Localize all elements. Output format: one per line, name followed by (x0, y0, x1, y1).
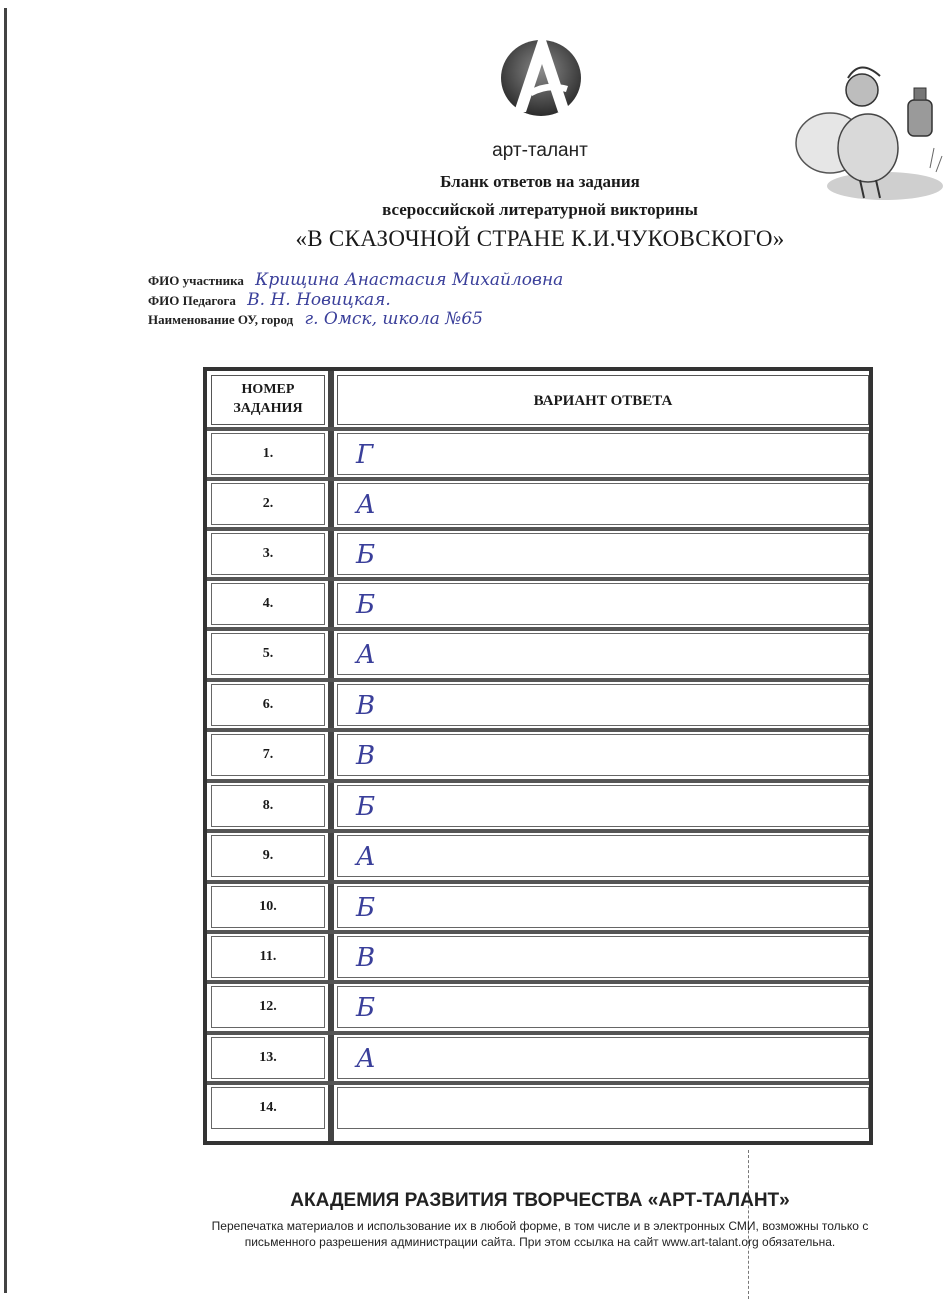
answer-cell[interactable] (337, 835, 869, 877)
answers-table (203, 367, 873, 1145)
task-number: 11. (211, 936, 325, 978)
answer-cell[interactable] (337, 986, 869, 1028)
task-number: 1. (211, 433, 325, 475)
header-answer: ВАРИАНТ ОТВЕТА (337, 375, 869, 425)
scan-edge (4, 8, 7, 1293)
answer-cell[interactable] (337, 936, 869, 978)
participant-value[interactable]: Крищина Анастасия Михайловна (255, 270, 564, 290)
answer-cell[interactable] (337, 433, 869, 475)
answer-value: Б (356, 792, 376, 822)
task-number: 4. (211, 583, 325, 625)
answer-value: Г (356, 440, 374, 470)
task-number: 7. (211, 734, 325, 776)
footer-notice-line2: письменного разрешения администрации сайта. При этом ссылка на сайт www.art-talant.org обязательна. (244, 1235, 836, 1249)
header-task-number: НОМЕР ЗАДАНИЯ (211, 375, 325, 425)
answer-value: В (356, 691, 376, 721)
table-row (207, 779, 869, 829)
table-row (207, 527, 869, 577)
answer-cell[interactable] (337, 734, 869, 776)
participant-field (148, 270, 563, 290)
teacher-value[interactable]: В. Н. Новицкая. (247, 290, 391, 310)
table-row (207, 728, 869, 778)
form-title-line3: «В СКАЗОЧНОЙ СТРАНЕ К.И.ЧУКОВСКОГО» (295, 226, 785, 251)
table-row (207, 427, 869, 477)
art-talant-logo-icon (496, 20, 586, 120)
footer-notice-line1: Перепечатка материалов и использование их в любой форме, в том числе и в электронных СМИ, возможны только с (211, 1219, 869, 1233)
answer-cell[interactable] (337, 785, 869, 827)
answer-value: В (356, 741, 376, 771)
school-field (148, 309, 483, 329)
task-number: 9. (211, 835, 325, 877)
answer-value: В (356, 943, 376, 973)
task-number: 5. (211, 633, 325, 675)
footer-notice (170, 1218, 910, 1250)
task-number: 6. (211, 684, 325, 726)
table-row (207, 627, 869, 677)
answer-cell[interactable] (337, 1037, 869, 1079)
table-row (207, 477, 869, 527)
teacher-label: ФИО Педагога (148, 293, 236, 308)
task-number: 13. (211, 1037, 325, 1079)
task-number: 10. (211, 886, 325, 928)
task-number: 12. (211, 986, 325, 1028)
task-number: 3. (211, 533, 325, 575)
form-title-line2: всероссийской литературной викторины (382, 200, 698, 219)
task-number: 2. (211, 483, 325, 525)
table-row (207, 829, 869, 879)
answer-value: Б (356, 993, 376, 1023)
participant-label: ФИО участника (148, 273, 244, 288)
table-row (207, 980, 869, 1030)
table-row (207, 678, 869, 728)
task-number: 14. (211, 1087, 325, 1129)
teacher-field (148, 290, 391, 310)
table-row (207, 930, 869, 980)
answer-cell[interactable] (337, 533, 869, 575)
school-value[interactable]: г. Омск, школа №65 (304, 309, 483, 329)
task-number: 8. (211, 785, 325, 827)
footer-title: АКАДЕМИЯ РАЗВИТИЯ ТВОРЧЕСТВА «АРТ-ТАЛАНТ» (290, 1190, 790, 1211)
answer-value: Б (356, 590, 376, 620)
school-label: Наименование ОУ, город (148, 312, 294, 327)
answer-value: Б (356, 540, 376, 570)
brand-name: арт-талант (492, 140, 588, 161)
table-row (207, 1031, 869, 1081)
table-row (207, 1081, 869, 1131)
table-row (207, 577, 869, 627)
form-title-line1: Бланк ответов на задания (440, 172, 640, 191)
answer-cell[interactable] (337, 583, 869, 625)
answer-value: А (356, 842, 376, 872)
answer-cell[interactable] (337, 684, 869, 726)
answer-value: А (356, 1044, 376, 1074)
answer-cell[interactable] (337, 886, 869, 928)
answer-value: Б (356, 893, 376, 923)
answer-cell[interactable] (337, 483, 869, 525)
answer-cell[interactable] (337, 633, 869, 675)
answer-value: А (356, 640, 376, 670)
table-row (207, 880, 869, 930)
answer-cell[interactable] (337, 1087, 869, 1129)
answer-value: А (356, 490, 376, 520)
